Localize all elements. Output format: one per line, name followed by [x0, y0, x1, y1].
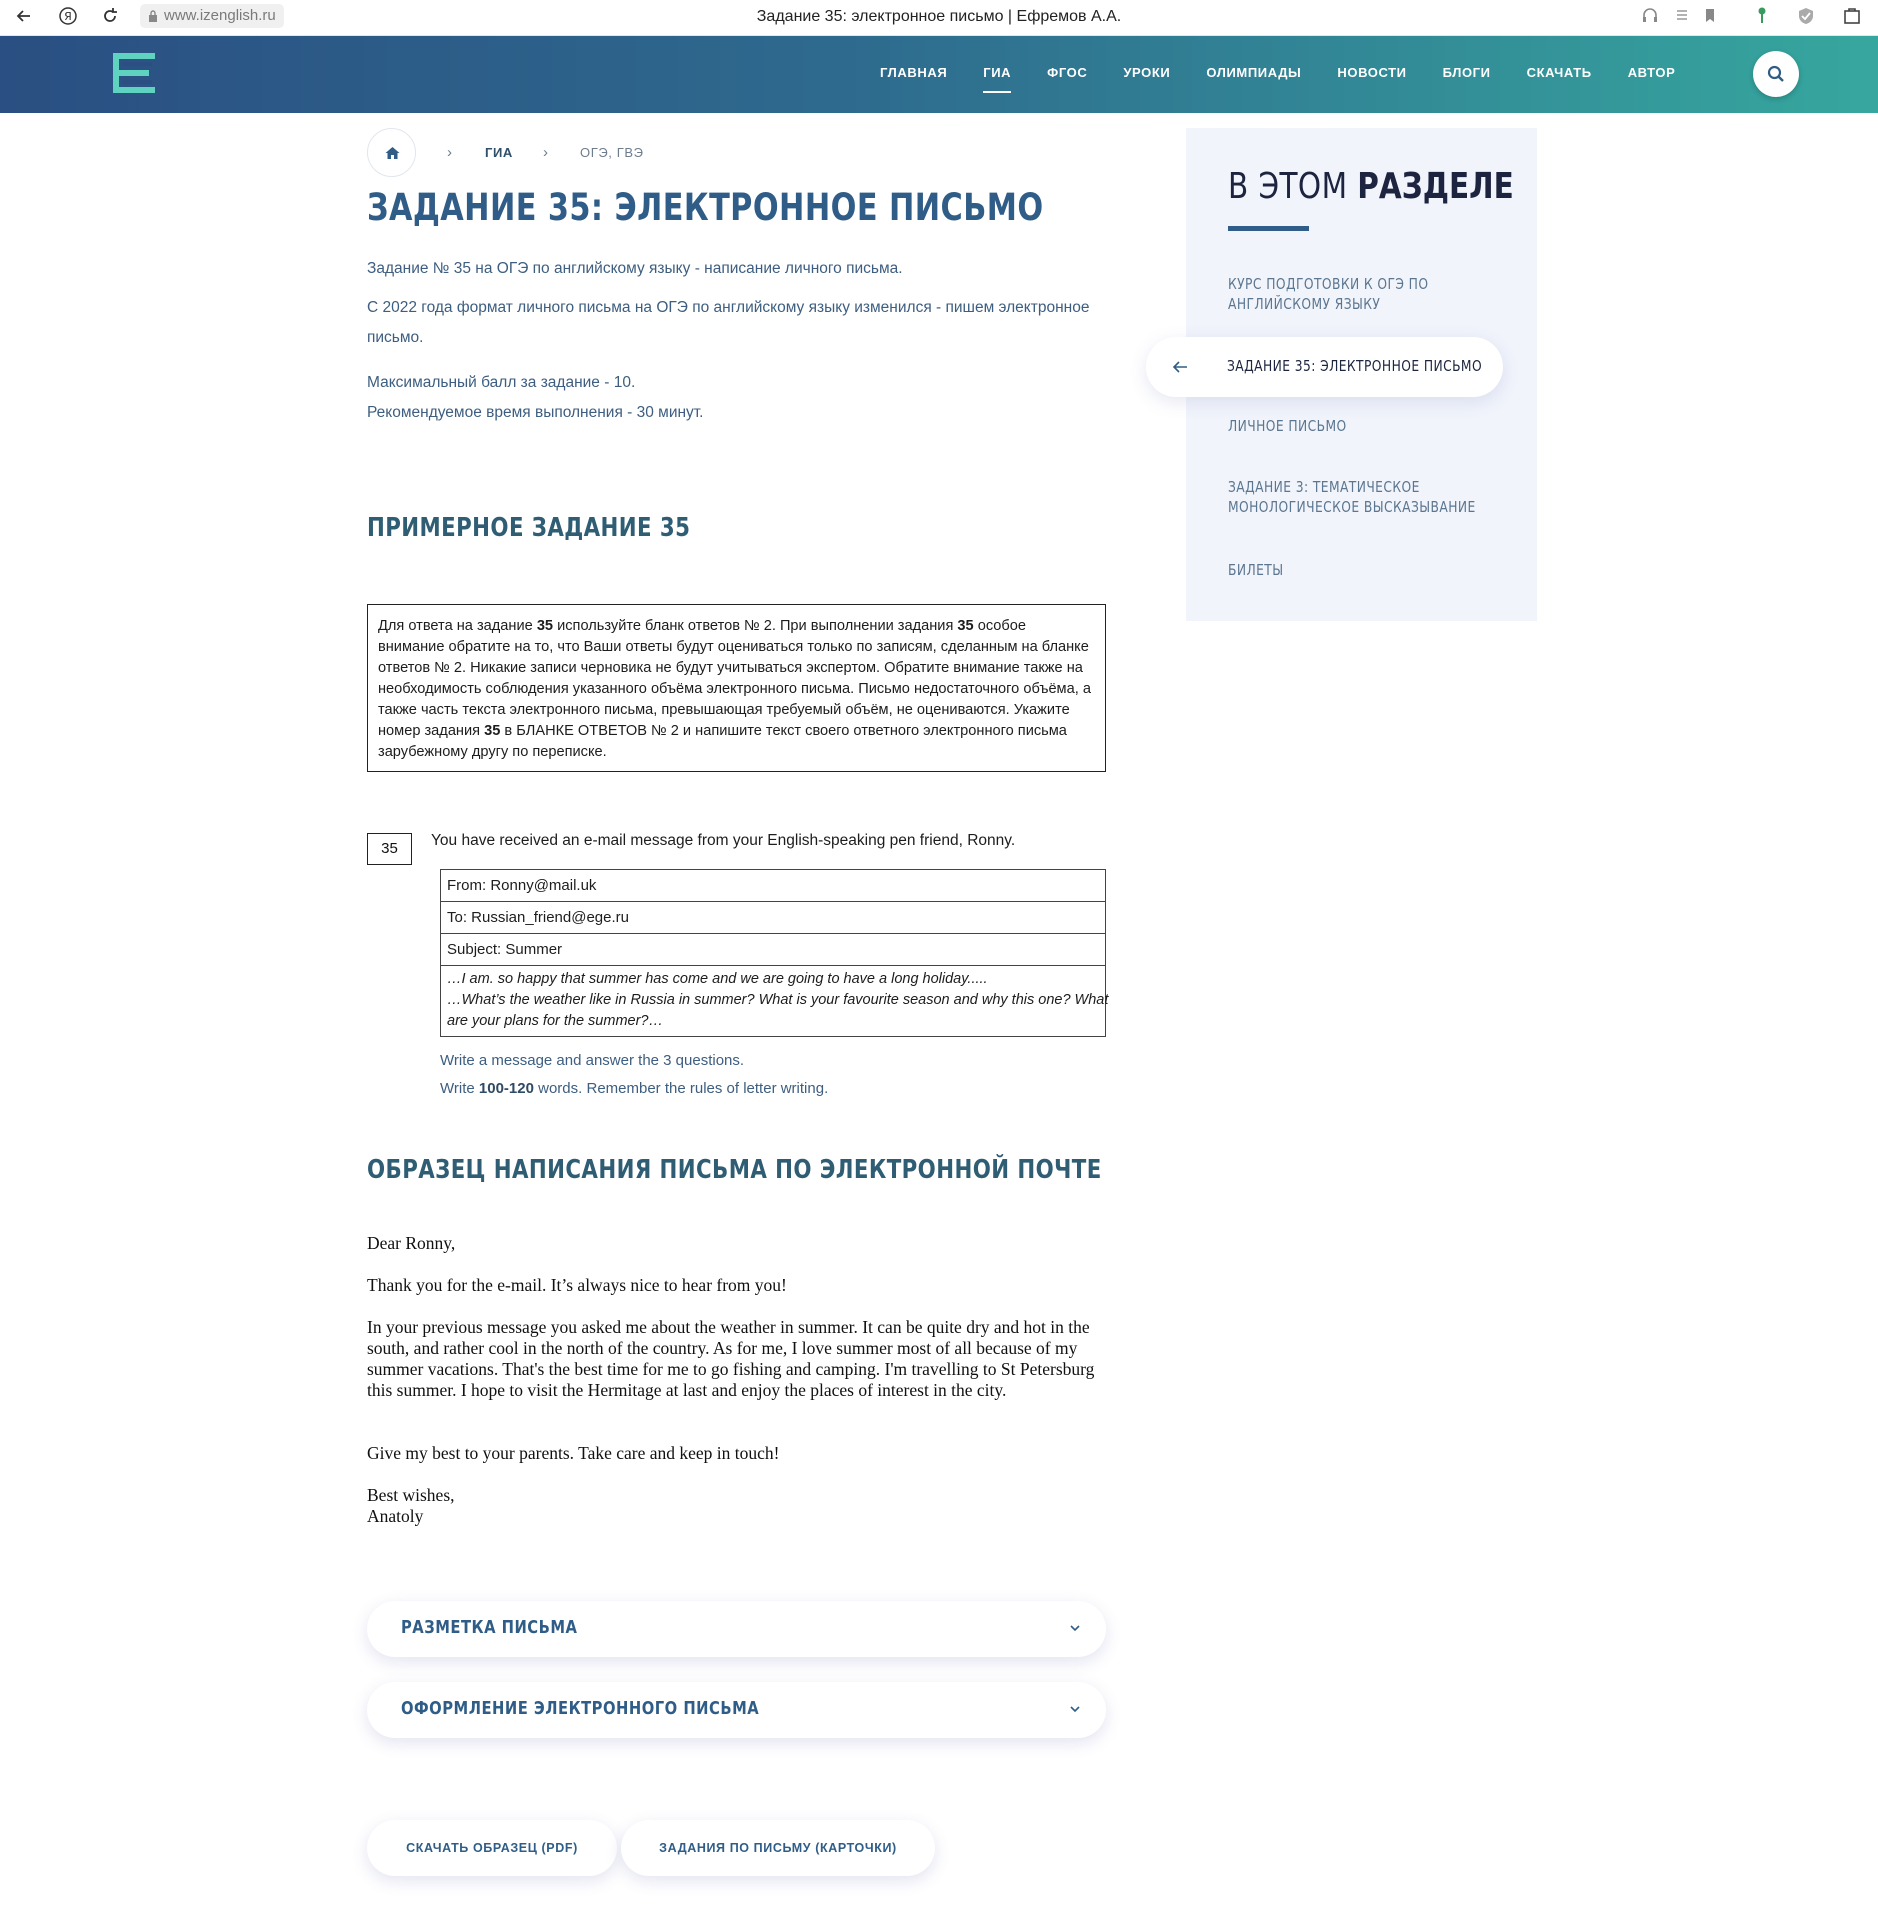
letter-signature: Anatoly	[367, 1506, 424, 1526]
nav-item-download[interactable]: СКАЧАТЬ	[1526, 65, 1592, 80]
nav-item-fgos[interactable]: ФГОС	[1047, 65, 1088, 80]
reader-icon[interactable]	[1670, 6, 1694, 30]
task-instruction-2	[440, 1080, 828, 1097]
sidebar-item-task-35-active[interactable]	[1146, 337, 1503, 397]
sidebar-title	[1228, 166, 1514, 207]
sidebar-item-tickets[interactable]: БИЛЕТЫ	[1228, 561, 1284, 579]
sidebar-title-bold: РАЗДЕЛЕ	[1357, 166, 1514, 207]
nav-item-home[interactable]: ГЛАВНАЯ	[880, 65, 948, 80]
search-icon	[1753, 51, 1799, 97]
back-icon[interactable]	[12, 6, 36, 30]
page-title: ЗАДАНИЕ 35: ЭЛЕКТРОННОЕ ПИСЬМО	[367, 186, 1044, 229]
task-number-ref: 35	[536, 618, 554, 634]
task-instruction-1: Write a message and answer the 3 questions.	[440, 1052, 745, 1069]
home-button[interactable]	[367, 128, 416, 177]
sidebar-title-light: В ЭТОМ	[1228, 166, 1358, 207]
task-instruction-text: Write	[440, 1080, 479, 1097]
instructions-text: используйте бланк ответов № 2. При выполнении задания	[553, 618, 958, 634]
address-bar[interactable]	[140, 4, 284, 28]
letter-paragraph-3: Give my best to your parents. Take care and keep in touch!	[367, 1443, 780, 1463]
sample-letter-heading: ОБРАЗЕЦ НАПИСАНИЯ ПИСЬМА ПО ЭЛЕКТРОННОЙ ПОЧТЕ	[367, 1155, 1102, 1185]
instructions-text: Для ответа на задание	[378, 618, 537, 634]
shield-icon[interactable]	[1794, 6, 1818, 30]
letter-paragraph-1: Thank you for the e-mail. It’s always nice to hear from you!	[367, 1275, 787, 1295]
task-number-badge: 35	[367, 833, 412, 865]
accordion-label: ОФОРМЛЕНИЕ ЭЛЕКТРОННОГО ПИСЬМА	[401, 1698, 760, 1719]
nav-item-blogs[interactable]: БЛОГИ	[1442, 65, 1491, 80]
main-nav	[880, 36, 1711, 113]
browser-toolbar	[0, 0, 1878, 36]
sidebar-item-personal-letter[interactable]: ЛИЧНОЕ ПИСЬМО	[1228, 417, 1347, 435]
sidebar-item-oge-course[interactable]: КУРС ПОДГОТОВКИ К ОГЭ ПО АНГЛИЙСКОМУ ЯЗЫКУ	[1228, 275, 1429, 313]
email-from: From: Ronny@mail.uk	[441, 870, 1105, 902]
task-number-ref: 35	[484, 723, 501, 739]
svg-text:Я: Я	[64, 10, 72, 23]
sidebar-title-underline	[1228, 226, 1309, 231]
intro-text-2: С 2022 года формат личного письма на ОГЭ по английскому языку изменился - пишем электронное письмо.	[367, 299, 1090, 346]
email-body-line: …I am. so happy that summer has come and we are going to have a long holiday.....	[447, 971, 988, 987]
task-instruction-text: words. Remember the rules of letter writing.	[533, 1080, 829, 1097]
sidebar-item-label: ЗАДАНИЕ 35: ЭЛЕКТРОННОЕ ПИСЬМО	[1227, 357, 1483, 375]
chevron-down-icon	[1068, 1702, 1082, 1716]
breadcrumb-separator-icon: ›	[543, 144, 548, 161]
email-body-line: …What’s the weather like in Russia in summer? What is your favourite season and why this one? What	[447, 992, 1109, 1008]
instructions-box	[367, 604, 1106, 772]
task-prompt: You have received an e-mail message from your English-speaking pen friend, Ronny.	[431, 832, 1016, 849]
intro-text-1: Задание № 35 на ОГЭ по английскому языку - написание личного письма.	[367, 260, 903, 277]
nav-item-news[interactable]: НОВОСТИ	[1337, 65, 1407, 80]
word-count: 100-120	[478, 1080, 534, 1097]
accordion-letter-markup[interactable]	[367, 1601, 1106, 1657]
email-body	[441, 966, 1109, 1036]
reload-icon[interactable]	[98, 6, 122, 30]
url-text: www.izenglish.ru	[164, 7, 276, 24]
nav-item-olympiads[interactable]: ОЛИМПИАДЫ	[1206, 65, 1302, 80]
sample-task-heading: ПРИМЕРНОЕ ЗАДАНИЕ 35	[367, 513, 691, 543]
site-header	[0, 36, 1878, 113]
email-message-table	[440, 869, 1109, 1037]
accordion-email-format[interactable]	[367, 1682, 1106, 1738]
browser-tab-title: Задание 35: электронное письмо | Ефремов А.А.	[756, 8, 1122, 25]
intro-text-3: Максимальный балл за задание - 10.	[367, 374, 636, 391]
instructions-text: особое внимание обратите на то, что Ваши ответы будут оцениваться только по записям, сделанным на бланке ответов № 2. Никакие записи черновика не будут учитываться экспертом. Обратите внимание также на необходимость соблюдения указанного объёма электронного письма. Письмо недостаточного объёма, а также часть текста электронного письма, превышающая требуемый объём, не оцениваются. Укажите номер задания	[378, 618, 1091, 739]
letter-cards-button[interactable]: ЗАДАНИЯ ПО ПИСЬМУ (КАРТОЧКИ)	[621, 1820, 935, 1876]
breadcrumb-gia[interactable]: ГИА	[485, 145, 513, 160]
letter-closing: Best wishes,	[367, 1485, 455, 1505]
email-body-line: are your plans for the summer?…	[447, 1013, 663, 1029]
arrow-left-icon	[1172, 360, 1188, 374]
site-logo[interactable]	[113, 53, 155, 93]
headphones-icon[interactable]	[1638, 6, 1662, 30]
nav-item-author[interactable]: АВТОР	[1627, 65, 1676, 80]
instructions-text: в БЛАНКЕ ОТВЕТОВ № 2 и напишите текст своего ответного электронного письма зарубежному другу по переписке.	[378, 723, 1067, 760]
yandex-icon[interactable]	[56, 6, 80, 30]
chevron-down-icon	[1068, 1621, 1082, 1635]
nav-item-lessons[interactable]: УРОКИ	[1123, 65, 1171, 80]
sidebar-item-task-3[interactable]: ЗАДАНИЕ 3: ТЕМАТИЧЕСКОЕ МОНОЛОГИЧЕСКОЕ ВЫСКАЗЫВАНИЕ	[1228, 478, 1476, 516]
key-icon[interactable]	[1750, 6, 1774, 30]
lock-icon	[148, 10, 158, 22]
bookmark-icon[interactable]	[1698, 6, 1722, 30]
letter-paragraph-2: In your previous message you asked me about the weather in summer. It can be quite dry and hot in the south, and rather cool in the north of the country. As for me, I love summer most of all because of my summer vacations. That's the best time for me to go fishing and camping. I'm travelling to St Petersburg this summer. I hope to visit the Hermitage at last and enjoy the places of interest in the city.	[367, 1317, 1095, 1400]
extensions-icon[interactable]	[1840, 6, 1864, 30]
letter-greeting: Dear Ronny,	[367, 1233, 456, 1253]
search-button[interactable]	[1753, 51, 1799, 97]
breadcrumb-oge[interactable]: ОГЭ, ГВЭ	[580, 145, 644, 160]
intro-text-4: Рекомендуемое время выполнения - 30 минут.	[367, 404, 704, 421]
accordion-label: РАЗМЕТКА ПИСЬМА	[401, 1617, 578, 1638]
download-pdf-button[interactable]: СКАЧАТЬ ОБРАЗЕЦ (PDF)	[367, 1820, 617, 1876]
nav-item-gia[interactable]: ГИА	[983, 36, 1011, 113]
email-to: To: Russian_friend@ege.ru	[441, 902, 1105, 934]
breadcrumb-separator-icon: ›	[447, 144, 452, 161]
task-number-ref: 35	[957, 618, 974, 634]
home-icon	[368, 129, 417, 178]
email-subject: Subject: Summer	[441, 934, 1105, 966]
